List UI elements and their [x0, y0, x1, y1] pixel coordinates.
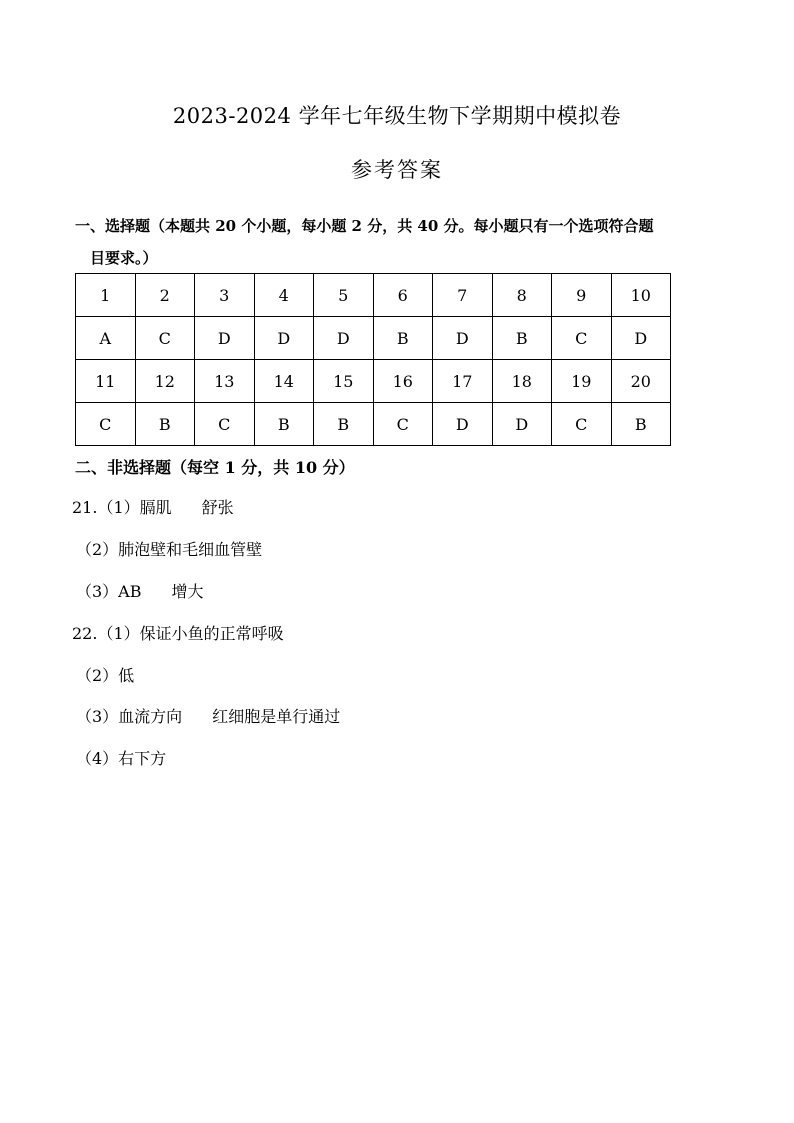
- question-number-cell: 10: [611, 274, 671, 317]
- answer-table: [75, 273, 671, 446]
- answer-row: [76, 317, 671, 360]
- q21-line2: （2）肺泡壁和毛细血管壁: [76, 540, 263, 559]
- question-number-cell: 8: [492, 274, 552, 317]
- answer-cell: C: [552, 317, 612, 360]
- section1-heading: 一、选择题（本题共 20 个小题，每小题 2 分，共 40 分。每小题只有一个选项符合题: [75, 217, 654, 235]
- answer-cell: B: [314, 403, 374, 446]
- answer-cell: B: [135, 403, 195, 446]
- question-number-cell: 1: [76, 274, 136, 317]
- answer-row: [76, 403, 671, 446]
- question-number-row: [76, 360, 671, 403]
- question-number-cell: 2: [135, 274, 195, 317]
- page-title: 2023-2024 学年七年级生物下学期期中模拟卷: [172, 104, 622, 128]
- question-number-cell: 6: [373, 274, 433, 317]
- question-number-cell: 20: [611, 360, 671, 403]
- q22-line3: [76, 704, 340, 727]
- question-number-cell: 13: [195, 360, 255, 403]
- q21-line1: [72, 495, 234, 518]
- q22-answer-3b: 红细胞是单行通过: [212, 707, 341, 726]
- answer-cell: A: [76, 317, 136, 360]
- q21-answer-3: （3）AB: [76, 582, 142, 601]
- answer-cell: D: [195, 317, 255, 360]
- question-number-cell: 19: [552, 360, 612, 403]
- answer-table-body: [76, 274, 671, 446]
- question-number-cell: 9: [552, 274, 612, 317]
- q22-line2: （2）低: [76, 666, 135, 685]
- question-number-cell: 5: [314, 274, 374, 317]
- question-number-cell: 15: [314, 360, 374, 403]
- page-subtitle: 参考答案: [351, 158, 443, 182]
- q22-answer-3a: （3）血流方向: [76, 707, 183, 726]
- answer-cell: D: [433, 317, 493, 360]
- question-number-row: [76, 274, 671, 317]
- answer-cell: C: [373, 403, 433, 446]
- answer-cell: D: [254, 317, 314, 360]
- q22-line1: 22.（1）保证小鱼的正常呼吸: [72, 624, 284, 643]
- question-number-cell: 14: [254, 360, 314, 403]
- q21-answer-2: 舒张: [201, 498, 234, 517]
- question-number-cell: 18: [492, 360, 552, 403]
- question-number-cell: 4: [254, 274, 314, 317]
- q22-line4: （4）右下方: [76, 749, 167, 768]
- section2-heading: 二、非选择题（每空 1 分，共 10 分）: [75, 458, 355, 477]
- question-number-cell: 7: [433, 274, 493, 317]
- answer-cell: C: [552, 403, 612, 446]
- q21-line3: [76, 579, 204, 602]
- question-number-cell: 11: [76, 360, 136, 403]
- question-number-cell: 12: [135, 360, 195, 403]
- answer-cell: D: [492, 403, 552, 446]
- answer-cell: D: [611, 317, 671, 360]
- answer-cell: B: [373, 317, 433, 360]
- answer-cell: C: [195, 403, 255, 446]
- question-number-cell: 17: [433, 360, 493, 403]
- answer-cell: B: [611, 403, 671, 446]
- answer-cell: B: [492, 317, 552, 360]
- answer-cell: D: [314, 317, 374, 360]
- answer-cell: C: [76, 403, 136, 446]
- q21-answer-4: 增大: [171, 582, 204, 601]
- answer-cell: B: [254, 403, 314, 446]
- answer-cell: D: [433, 403, 493, 446]
- question-number-cell: 16: [373, 360, 433, 403]
- question-number-cell: 3: [195, 274, 255, 317]
- answer-cell: C: [135, 317, 195, 360]
- section1-heading-continued: 目要求。）: [90, 249, 158, 267]
- q21-answer-1: 21.（1）膈肌: [72, 498, 172, 517]
